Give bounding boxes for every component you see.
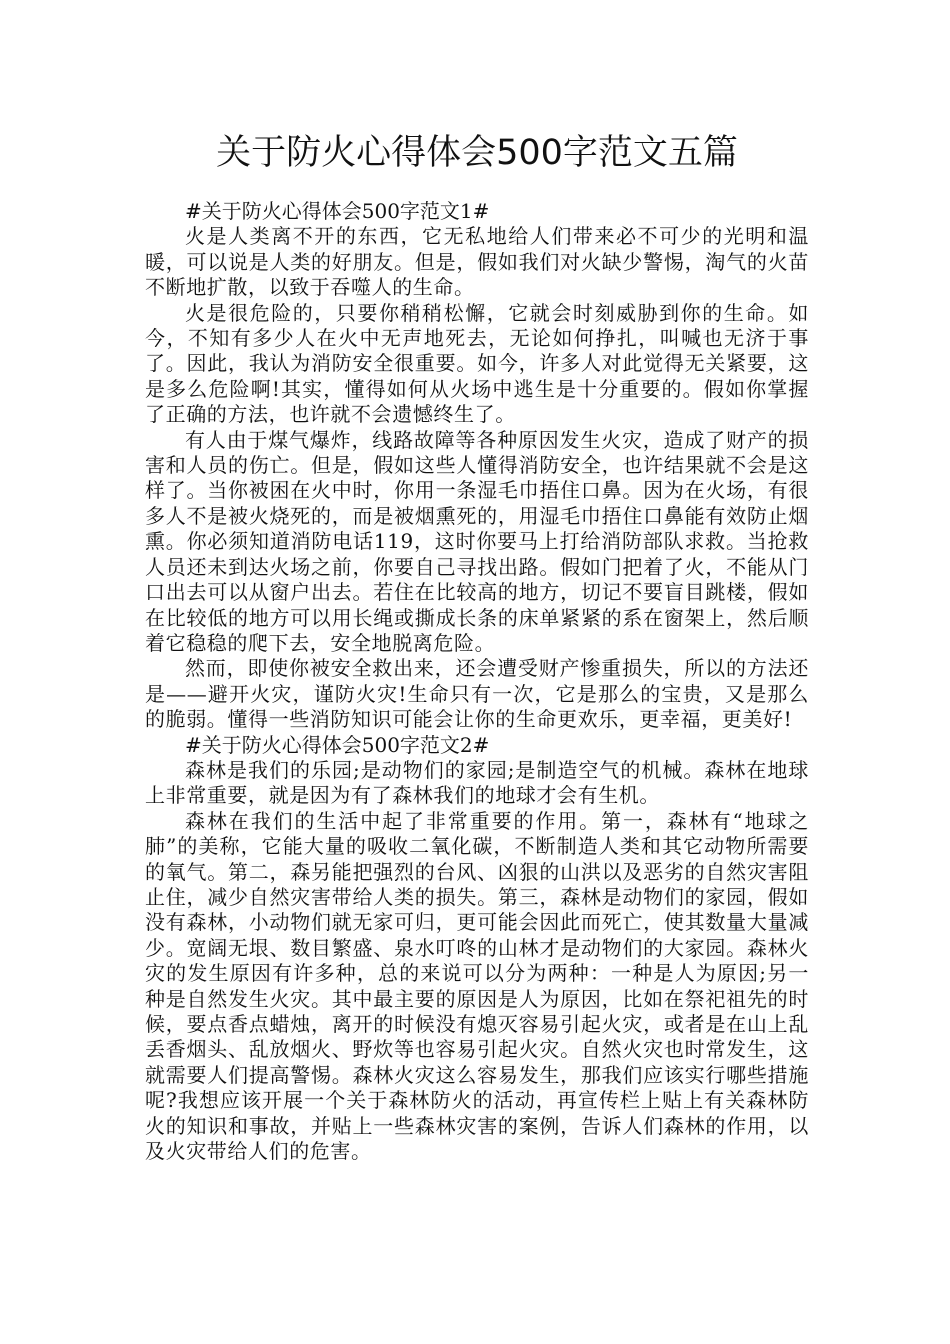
section-heading-2: #关于防火心得体会500字范文2#: [185, 732, 490, 757]
paragraph: 然而，即使你被安全救出来，还会遭受财产惨重损失，所以的方法还是——避开火灾，谨防火灾!生命只有一次，它是那么的宝贵，又是那么的脆弱。懂得一些消防知识可能会让你的生命更欢乐，更幸福，更美好!: [145, 656, 809, 732]
paragraph: 火是很危险的，只要你稍稍松懈，它就会时刻威胁到你的生命。如今，不知有多少人在火中无声地死去，无论如何挣扎，叫喊也无济于事了。因此，我认为消防安全很重要。如今，许多人对此觉得无关紧要，这是多么危险啊!其实，懂得如何从火场中逃生是十分重要的。假如你掌握了正确的方法，也许就不会遗憾终生了。: [145, 300, 809, 427]
paragraph: 有人由于煤气爆炸，线路故障等各种原因发生火灾，造成了财产的损害和人员的伤亡。但是，假如这些人懂得消防安全，也许结果就不会是这样了。当你被困在火中时，你用一条湿毛巾捂住口鼻。因为在火场，有很多人不是被火烧死的，而是被烟熏死的，用湿毛巾捂住口鼻能有效防止烟熏。你必须知道消防电话119，这时你要马上打给消防部队求救。当抢救人员还未到达火场之前，你要自己寻找出路。假如门把着了火，不能从门口出去可以从窗户出去。若住在比较高的地方，切记不要盲目跳楼，假如在比较低的地方可以用长绳或撕成长条的床单紧紧的系在窗架上，然后顺着它稳稳的爬下去，安全地脱离危险。: [145, 427, 809, 655]
document-body: [145, 199, 809, 1164]
paragraph: 森林是我们的乐园;是动物们的家园;是制造空气的机械。森林在地球上非常重要，就是因为有了森林我们的地球才会有生机。: [145, 757, 809, 808]
section-heading-1: #关于防火心得体会500字范文1#: [185, 199, 490, 223]
paragraph: 火是人类离不开的东西，它无私地给人们带来必不可少的光明和温暖，可以说是人类的好朋友。但是，假如我们对火缺少警惕，淘气的火苗不断地扩散，以致于吞噬人的生命。: [145, 224, 809, 300]
paragraph: 森林在我们的生活中起了非常重要的作用。第一，森林有“地球之肺”的美称，它能大量的吸收二氧化碳，不断制造人类和其它动物所需要的氧气。第二，森另能把强烈的台风、凶狠的山洪以及恶劣的自然灾害阻止住，减少自然灾害带给人类的损失。第三，森林是动物们的家园，假如没有森林，小动物们就无家可归，更可能会因此而死亡，使其数量大量减少。宽阔无垠、数目繁盛、泉水叮咚的山林才是动物们的大家园。森林火灾的发生原因有许多种，总的来说可以分为两种：一种是人为原因;另一种是自然发生火灾。其中最主要的原因是人为原因，比如在祭祀祖先的时候，要点香点蜡烛，离开的时候没有熄灭容易引起火灾，或者是在山上乱丢香烟头、乱放烟火、野炊等也容易引起火灾。自然火灾也时常发生，这就需要人们提高警惕。森林火灾这么容易发生，那我们应该实行哪些措施呢?我想应该开展一个关于森林防火的活动，再宣传栏上贴上有关森林防火的知识和事故，并贴上一些森林灾害的案例，告诉人们森林的作用，以及火灾带给人们的危害。: [145, 808, 810, 1164]
document-page: [145, 0, 809, 1344]
document-title: 关于防火心得体会500字范文五篇: [216, 133, 738, 173]
